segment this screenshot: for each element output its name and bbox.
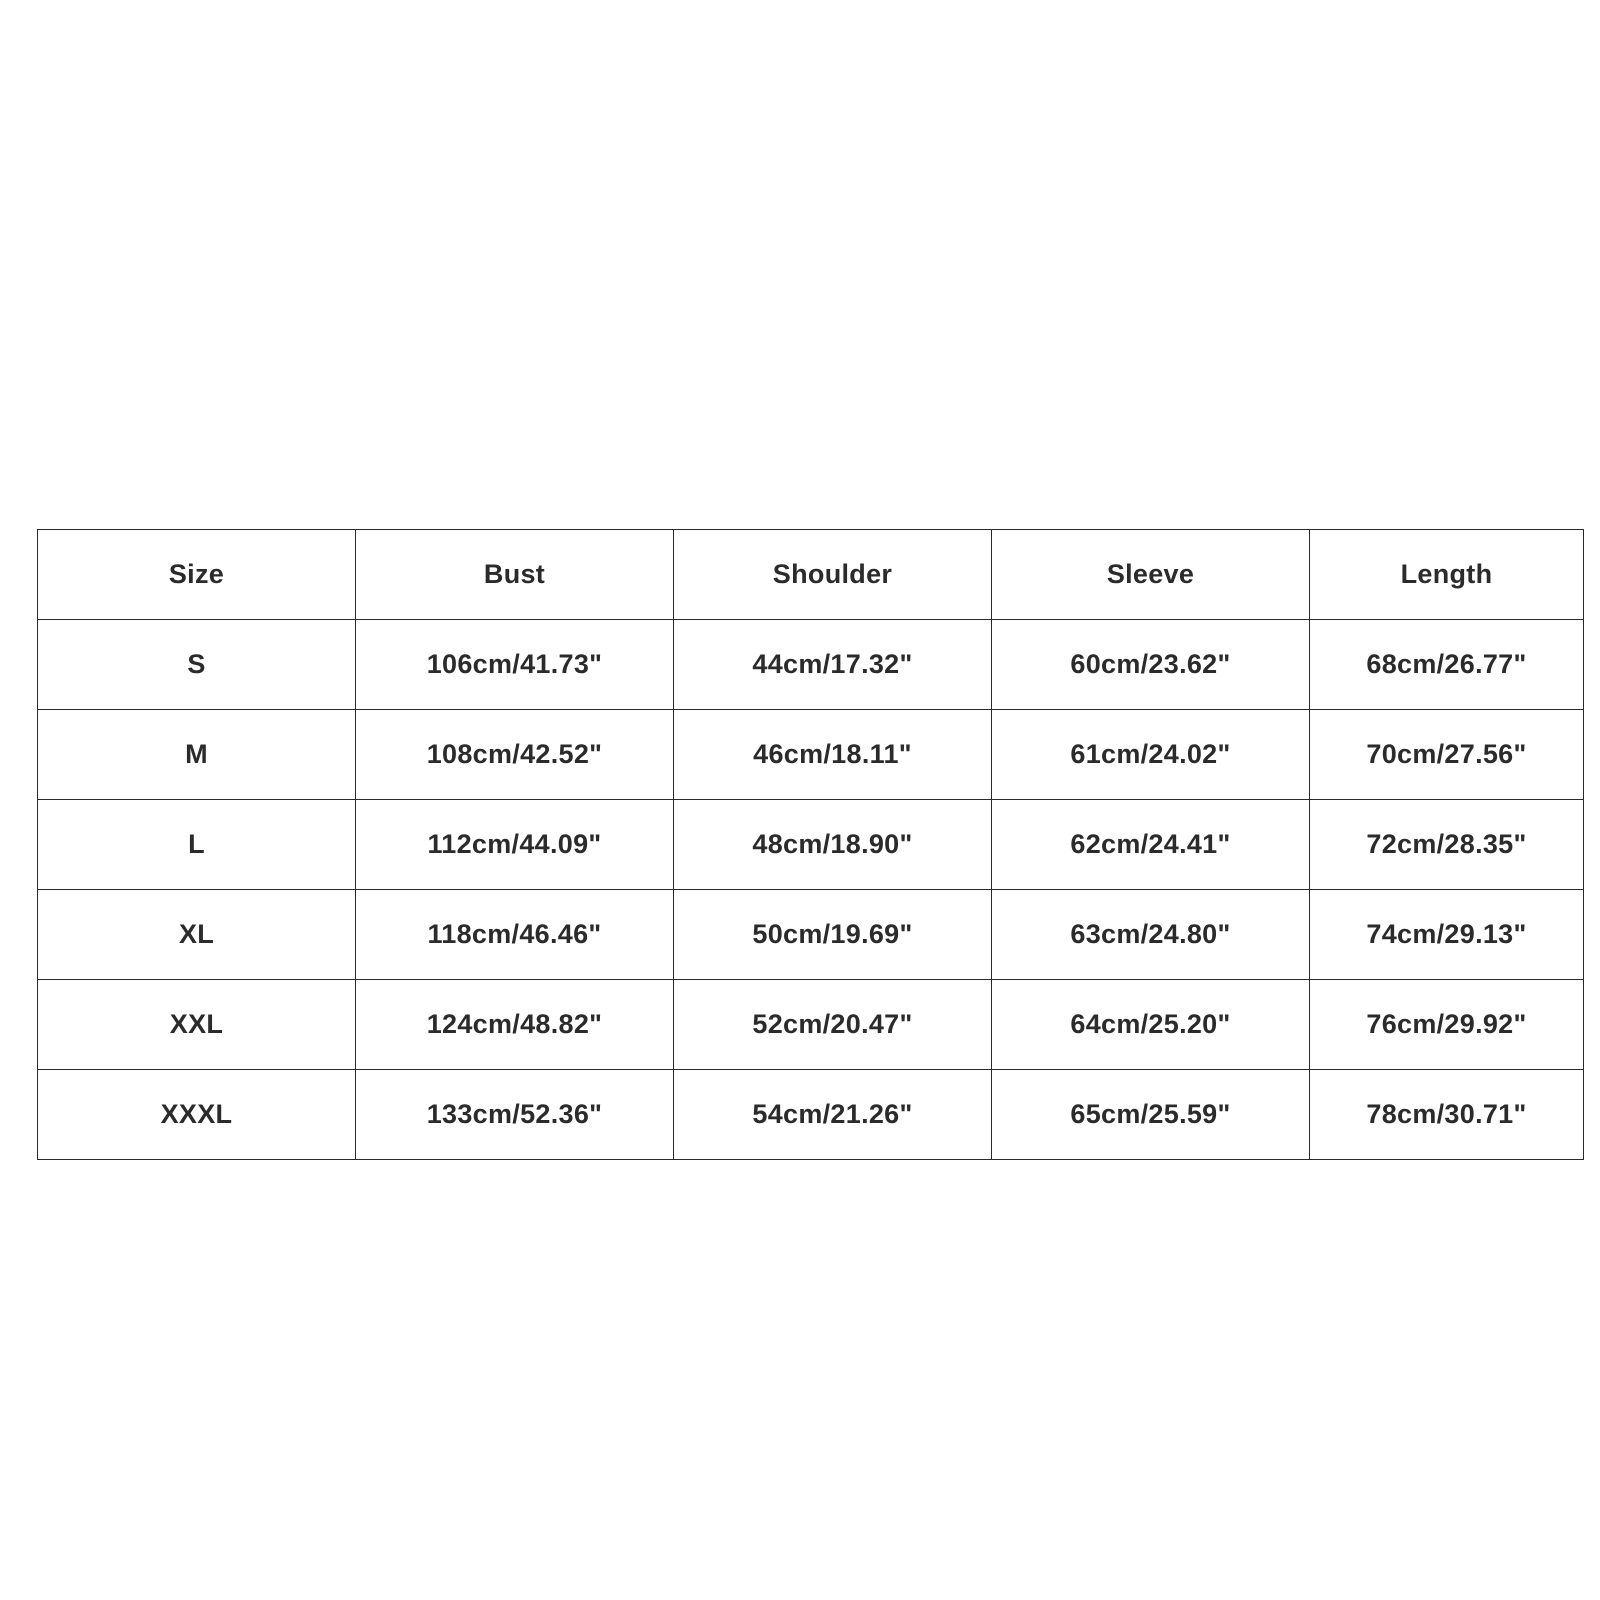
cell-size: XXXL	[38, 1070, 356, 1160]
table-row	[38, 1070, 1584, 1160]
cell-size: S	[38, 620, 356, 710]
table-row	[38, 800, 1584, 890]
cell-bust: 118cm/46.46"	[356, 890, 674, 980]
cell-bust: 112cm/44.09"	[356, 800, 674, 890]
cell-sleeve: 60cm/23.62"	[992, 620, 1310, 710]
cell-bust: 133cm/52.36"	[356, 1070, 674, 1160]
cell-shoulder: 50cm/19.69"	[674, 890, 992, 980]
header-size: Size	[38, 530, 356, 620]
cell-length: 78cm/30.71"	[1310, 1070, 1584, 1160]
cell-shoulder: 46cm/18.11"	[674, 710, 992, 800]
cell-shoulder: 44cm/17.32"	[674, 620, 992, 710]
cell-length: 68cm/26.77"	[1310, 620, 1584, 710]
cell-size: M	[38, 710, 356, 800]
cell-bust: 124cm/48.82"	[356, 980, 674, 1070]
table-row	[38, 710, 1584, 800]
cell-size: XL	[38, 890, 356, 980]
cell-sleeve: 62cm/24.41"	[992, 800, 1310, 890]
cell-sleeve: 63cm/24.80"	[992, 890, 1310, 980]
cell-size: L	[38, 800, 356, 890]
cell-sleeve: 64cm/25.20"	[992, 980, 1310, 1070]
cell-shoulder: 54cm/21.26"	[674, 1070, 992, 1160]
table-row	[38, 620, 1584, 710]
size-chart-table	[37, 529, 1584, 1160]
cell-size: XXL	[38, 980, 356, 1070]
cell-sleeve: 65cm/25.59"	[992, 1070, 1310, 1160]
cell-length: 70cm/27.56"	[1310, 710, 1584, 800]
header-shoulder: Shoulder	[674, 530, 992, 620]
cell-length: 74cm/29.13"	[1310, 890, 1584, 980]
header-length: Length	[1310, 530, 1584, 620]
table-row	[38, 980, 1584, 1070]
header-row	[38, 530, 1584, 620]
cell-bust: 106cm/41.73"	[356, 620, 674, 710]
cell-bust: 108cm/42.52"	[356, 710, 674, 800]
header-bust: Bust	[356, 530, 674, 620]
cell-shoulder: 52cm/20.47"	[674, 980, 992, 1070]
cell-sleeve: 61cm/24.02"	[992, 710, 1310, 800]
table-row	[38, 890, 1584, 980]
cell-shoulder: 48cm/18.90"	[674, 800, 992, 890]
header-sleeve: Sleeve	[992, 530, 1310, 620]
cell-length: 76cm/29.92"	[1310, 980, 1584, 1070]
cell-length: 72cm/28.35"	[1310, 800, 1584, 890]
